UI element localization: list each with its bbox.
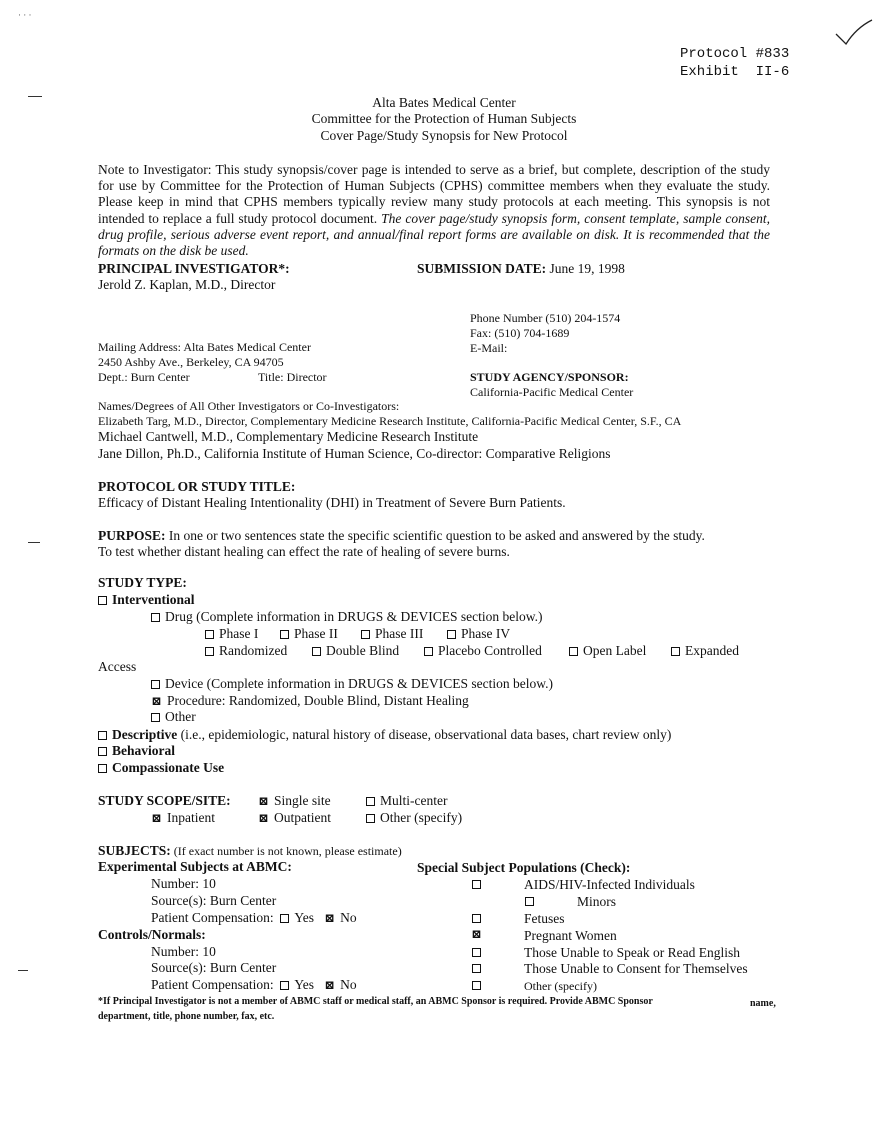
device-option bbox=[151, 676, 553, 692]
note-label: Note to Investigator: bbox=[98, 162, 212, 177]
checkbox[interactable] bbox=[151, 680, 160, 689]
ctrl-number: Number: 10 bbox=[151, 944, 216, 959]
checkbox[interactable] bbox=[366, 797, 375, 806]
protocol-title-label: PROTOCOL OR STUDY TITLE: bbox=[98, 479, 296, 494]
checkbox[interactable] bbox=[366, 814, 375, 823]
doc-title-2: Committee for the Protection of Human Subjects bbox=[311, 111, 577, 126]
phase2-option bbox=[280, 626, 338, 642]
checkbox[interactable] bbox=[98, 596, 107, 605]
procedure-option bbox=[151, 693, 469, 709]
yes-label: Yes bbox=[294, 977, 315, 992]
inpatient-label: Inpatient bbox=[167, 810, 215, 825]
open-label-option bbox=[569, 643, 646, 659]
double-blind-label: Double Blind bbox=[326, 643, 400, 658]
mailing-address-1: Mailing Address: Alta Bates Medical Center bbox=[98, 340, 311, 354]
unable-speak-label: Those Unable to Speak or Read English bbox=[524, 945, 740, 960]
submission-date bbox=[417, 261, 625, 277]
minors-label: Minors bbox=[577, 894, 617, 909]
drug-label: Drug (Complete information in DRUGS & DEVICES section below.) bbox=[165, 609, 543, 624]
checkbox[interactable] bbox=[447, 630, 456, 639]
checkbox[interactable] bbox=[151, 713, 160, 722]
scan-speck bbox=[18, 970, 28, 971]
doc-title-1: Alta Bates Medical Center bbox=[372, 95, 516, 110]
multi-center-option bbox=[366, 793, 447, 809]
pi-email: E-Mail: bbox=[470, 341, 508, 355]
checkbox-aids[interactable] bbox=[472, 880, 481, 889]
co-investigator-2: Michael Cantwell, M.D., Complementary Medicine Research Institute bbox=[98, 429, 479, 444]
multi-center-label: Multi-center bbox=[380, 793, 448, 808]
checkbox[interactable] bbox=[98, 731, 107, 740]
phase1-label: Phase I bbox=[219, 626, 259, 641]
mailing-address-2: 2450 Ashby Ave., Berkeley, CA 94705 bbox=[98, 355, 284, 369]
footnote-line-2: department, title, phone number, fax, etc. bbox=[98, 1011, 275, 1022]
purpose-answer: To test whether distant healing can effect the rate of healing of severe burns. bbox=[98, 544, 510, 559]
other-site-option bbox=[366, 810, 462, 826]
randomized-label: Randomized bbox=[219, 643, 288, 658]
checkbox[interactable] bbox=[151, 613, 160, 622]
checked-checkbox[interactable]: ⊠ bbox=[151, 694, 162, 708]
other-site-label: Other (specify) bbox=[380, 810, 463, 825]
scan-speck: · · · bbox=[18, 10, 32, 20]
agency-label: STUDY AGENCY/SPONSOR: bbox=[470, 370, 629, 384]
device-label: Device (Complete information in DRUGS & DEVICES section below.) bbox=[165, 676, 553, 691]
checkbox-unable-consent[interactable] bbox=[472, 964, 481, 973]
compensation-label: Patient Compensation: bbox=[151, 977, 274, 992]
checked-checkbox[interactable]: ⊠ bbox=[324, 911, 335, 925]
checkbox[interactable] bbox=[98, 747, 107, 756]
phase4-option bbox=[447, 626, 510, 642]
subjects-note: (If exact number is not known, please estimate) bbox=[170, 844, 402, 858]
inpatient-option bbox=[151, 810, 215, 826]
checkbox[interactable] bbox=[98, 764, 107, 773]
pi-name: Jerold Z. Kaplan, M.D., Director bbox=[98, 277, 276, 292]
phase4-label: Phase IV bbox=[461, 626, 511, 641]
checked-checkbox[interactable]: ⊠ bbox=[151, 811, 162, 825]
single-site-label: Single site bbox=[274, 793, 331, 808]
scope-label: STUDY SCOPE/SITE: bbox=[98, 793, 231, 808]
purpose-question: In one or two sentences state the specific scientific question to be asked and answered by the study. bbox=[165, 528, 705, 543]
co-investigator-1: Elizabeth Targ, M.D., Director, Complementary Medicine Research Institute, California-Pacific Medical Center, S.F., CA bbox=[98, 414, 682, 428]
randomized-option bbox=[205, 643, 287, 659]
co-investigator-3: Jane Dillon, Ph.D., California Institute of Human Science, Co-director: Comparative Religions bbox=[98, 446, 611, 461]
footnote-line-1-end: name, bbox=[750, 998, 776, 1009]
special-populations-label: Special Subject Populations (Check): bbox=[417, 860, 631, 875]
checkbox[interactable] bbox=[205, 630, 214, 639]
phase3-label: Phase III bbox=[375, 626, 424, 641]
other-type-label: Other bbox=[165, 709, 196, 724]
interventional-label: Interventional bbox=[112, 592, 195, 607]
controls-label: Controls/Normals: bbox=[98, 927, 206, 942]
compassionate-option bbox=[98, 760, 224, 776]
checkbox[interactable] bbox=[569, 647, 578, 656]
agency-value: California-Pacific Medical Center bbox=[470, 385, 634, 399]
outpatient-option bbox=[258, 810, 331, 826]
other-specify-label: Other (specify) bbox=[524, 979, 597, 993]
protocol-title: Efficacy of Distant Healing Intentionality (DHI) in Treatment of Severe Burn Patients. bbox=[98, 495, 566, 510]
interventional-option bbox=[98, 592, 195, 608]
footnote-line-1: *If Principal Investigator is not a member of ABMC staff or medical staff, an ABMC Sponsor is required. Provide ABMC Sponsor bbox=[98, 996, 653, 1007]
protocol-number: Protocol #833 bbox=[680, 46, 790, 62]
checked-checkbox[interactable]: ⊠ bbox=[258, 794, 269, 808]
other-type-option bbox=[151, 709, 196, 725]
checkbox[interactable] bbox=[312, 647, 321, 656]
no-label: No bbox=[340, 910, 357, 925]
expanded-label: Expanded bbox=[685, 643, 739, 658]
doc-title-3: Cover Page/Study Synopsis for New Protocol bbox=[320, 128, 568, 143]
behavioral-label: Behavioral bbox=[112, 743, 175, 758]
phase2-label: Phase II bbox=[294, 626, 338, 641]
purpose-label: PURPOSE: bbox=[98, 528, 166, 543]
exhibit-number: Exhibit II-6 bbox=[680, 64, 790, 80]
placebo-label: Placebo Controlled bbox=[438, 643, 542, 658]
note-text: This study synopsis/cover page is intended to serve as a brief, but complete, description of the study for use by Committee for the Protection of Human Subjects (CPHS) committee members when they evaluate the study. Please keep in mind that CPHS members typically review many study protocols at each meeting. This synopsis is not intended to replace a full study protocol document. bbox=[98, 162, 770, 226]
access-label: Access bbox=[98, 659, 137, 674]
checkbox[interactable] bbox=[205, 647, 214, 656]
compensation-label: Patient Compensation: bbox=[151, 910, 274, 925]
checkbox-other-specify[interactable] bbox=[472, 981, 481, 990]
compassionate-label: Compassionate Use bbox=[112, 760, 225, 775]
phase3-option bbox=[361, 626, 423, 642]
checkbox[interactable] bbox=[280, 914, 289, 923]
descriptive-note: (i.e., epidemiologic, natural history of disease, observational data bases, chart review only) bbox=[177, 727, 672, 742]
purpose-prompt bbox=[98, 528, 705, 544]
checkbox[interactable] bbox=[424, 647, 433, 656]
checkbox[interactable] bbox=[361, 630, 370, 639]
scan-speck bbox=[28, 542, 40, 543]
note-italic: The cover page/study synopsis form, consent template, sample consent, drug profile, serious adverse event report, and annual/final report forms are available on disk. It is recommended that the formats on the disk be used. bbox=[98, 210, 771, 259]
ctrl-compensation bbox=[151, 977, 357, 993]
handwritten-checkmark bbox=[834, 18, 874, 48]
checked-checkbox[interactable]: ⊠ bbox=[258, 811, 269, 825]
co-investigators-label: Names/Degrees of All Other Investigators or Co-Investigators: bbox=[98, 399, 400, 413]
pi-title: Title: Director bbox=[258, 370, 327, 384]
experimental-label: Experimental Subjects at ABMC: bbox=[98, 859, 292, 874]
double-blind-option bbox=[312, 643, 399, 659]
note-to-investigator bbox=[98, 162, 770, 259]
study-type-label: STUDY TYPE: bbox=[98, 575, 187, 590]
exp-source: Source(s): Burn Center bbox=[151, 893, 277, 908]
checkbox[interactable] bbox=[671, 647, 680, 656]
checkbox[interactable] bbox=[280, 630, 289, 639]
outpatient-label: Outpatient bbox=[274, 810, 331, 825]
no-label: No bbox=[340, 977, 357, 992]
submission-label: SUBMISSION DATE: bbox=[417, 261, 547, 276]
unable-consent-label: Those Unable to Consent for Themselves bbox=[524, 961, 748, 976]
descriptive-option bbox=[98, 727, 671, 743]
ctrl-source: Source(s): Burn Center bbox=[151, 960, 277, 975]
scan-speck bbox=[28, 96, 42, 97]
checkbox[interactable] bbox=[280, 981, 289, 990]
checked-checkbox[interactable]: ⊠ bbox=[324, 978, 335, 992]
pi-phone: Phone Number (510) 204-1574 bbox=[470, 311, 621, 325]
pi-dept: Dept.: Burn Center bbox=[98, 370, 190, 384]
pi-label: PRINCIPAL INVESTIGATOR*: bbox=[98, 261, 290, 276]
expanded-option bbox=[671, 643, 739, 659]
checked-checkbox-pregnant[interactable]: ⊠ bbox=[471, 927, 482, 941]
drug-option bbox=[151, 609, 542, 625]
fetuses-label: Fetuses bbox=[524, 911, 565, 926]
pi-fax: Fax: (510) 704-1689 bbox=[470, 326, 570, 340]
pregnant-label: Pregnant Women bbox=[524, 928, 617, 943]
behavioral-option bbox=[98, 743, 175, 759]
checkbox-fetuses[interactable] bbox=[472, 914, 481, 923]
exp-compensation bbox=[151, 910, 357, 926]
checkbox-unable-speak[interactable] bbox=[472, 948, 481, 957]
single-site-option bbox=[258, 793, 331, 809]
aids-label: AIDS/HIV-Infected Individuals bbox=[524, 877, 695, 892]
open-label-label: Open Label bbox=[583, 643, 647, 658]
yes-label: Yes bbox=[294, 910, 315, 925]
submission-value: June 19, 1998 bbox=[546, 261, 625, 276]
exp-number: Number: 10 bbox=[151, 876, 216, 891]
placebo-option bbox=[424, 643, 542, 659]
phase1-option bbox=[205, 626, 258, 642]
subjects-heading bbox=[98, 843, 402, 859]
subjects-label: SUBJECTS: bbox=[98, 843, 171, 858]
descriptive-label: Descriptive bbox=[112, 727, 178, 742]
procedure-label: Procedure: Randomized, Double Blind, Distant Healing bbox=[167, 693, 469, 708]
checkbox-minors[interactable] bbox=[525, 897, 534, 906]
